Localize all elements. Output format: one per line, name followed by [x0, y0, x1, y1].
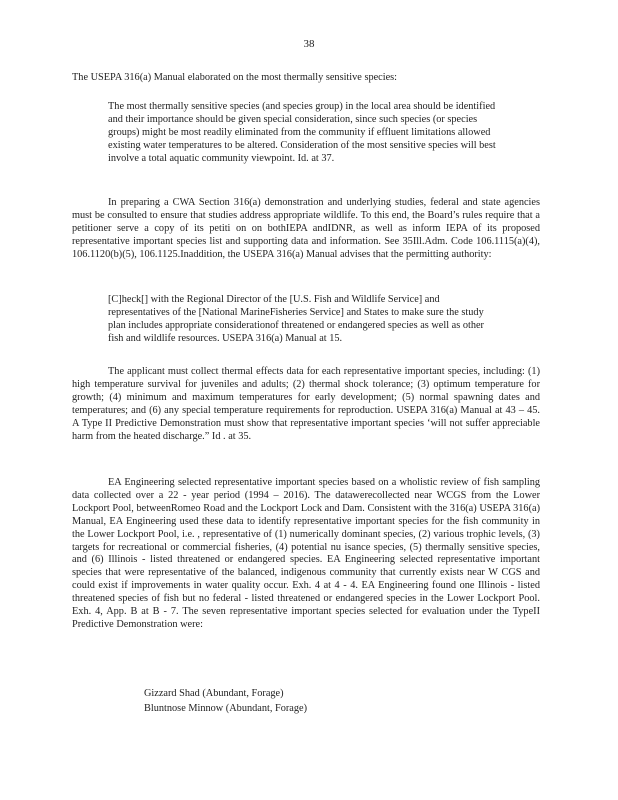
paragraph-ea-engineering-selection: EA Engineering selected representative important species based on a wholistic review of fish sampling data collected over a 22 - year period (1994 – 2016). The datawerecollected near WCGS from the Lower Lockport Pool, betweenRomeo Road and the Lockport Lock and Dam. Consistent with the 316(a) USEPA 316(a) Manual, EA Engineering used these data to identify representative important species for the fish community in the Lower Lockport Pool, i.e. , representative of (1) numerically dominant species, (2) various trophic levels, (3) targets for recreational or commercial fisheries, (4) potential nu isance species, (5) thermally sensitive species, and (6) Illinois - listed threatened or endangered species. EA Engineering selected representative important species that were representative of the balanced, indigenous community that currently exists near W CGS and could exist if improvements in water quality occur. Exh. 4 at 4 - 4. EA Engineering found one Illinois - listed threatened species of fish but no federal - listed threatened or endangered species in the Lower Lockport Pool. Exh. 4, App. B at B - 7. The seven representative important species selected for evaluation under the TypeII Predictive Demonstration were:	[72, 477, 540, 630]
intro-paragraph: The USEPA 316(a) Manual elaborated on the most thermally sensitive species:	[72, 72, 398, 83]
paragraph-thermal-effects-data: The applicant must collect thermal effects data for each representative important species, including: (1) high temperature survival for juveniles and adults; (2) thermal shock tolerance; (3) optimum temperature for growth; (4) minimum and maximum temperatures for early development; (5) normal spawning dates and temperatures; and (6) any special temperature requirements for reproduction. USEPA 316(a) Manual at 43 – 45. A Type II Predictive Demonstration must show that representative important species ‘will not suffer appreciable harm from the heated discharge.” Id . at 35.	[72, 366, 540, 442]
species-list	[108, 686, 408, 716]
block-quote-check-with-director: [C]heck[] with the Regional Director of the [U.S. Fish and Wildlife Service] and representatives of the [National MarineFisheries Service] and States to make sure the study plan includes appropriate considerationof threatened or endangered species as well as other fish and wildlife resources. USEPA 316(a) Manual at 15.	[108, 294, 484, 344]
species-label: Gizzard Shad (Abundant, Forage)	[144, 688, 284, 699]
species-label: Bluntnose Minnow (Abundant, Forage)	[144, 703, 308, 714]
list-item	[108, 701, 408, 716]
list-item	[108, 686, 408, 701]
paragraph-agency-consultation: In preparing a CWA Section 316(a) demonstration and underlying studies, federal and state agencies must be consulted to ensure that studies address appropriate wildlife. To this end, the Board’s rules require that a petitioner serve a copy of its petiti on on bothIEPA andIDNR, as well as inform IEPA of its proposed representative important species list and supporting data and information. See 35Ill.Adm. Code 106.1115(a)(4), 106.1120(b)(5), 106.1125.Inaddition, the USEPA 316(a) Manual advises that the permitting authority:	[72, 197, 540, 260]
block-quote-sensitive-species: The most thermally sensitive species (and species group) in the local area should be identified and their importance should be given special consideration, since such species (or species groups) might be most readily eliminated from the community if effluent limitations allowed existing water temperatures to be altered. Consideration of the most sensitive species will best involve a total aquatic community viewpoint. Id. at 37.	[108, 101, 496, 164]
page-number: 38	[303, 38, 315, 50]
